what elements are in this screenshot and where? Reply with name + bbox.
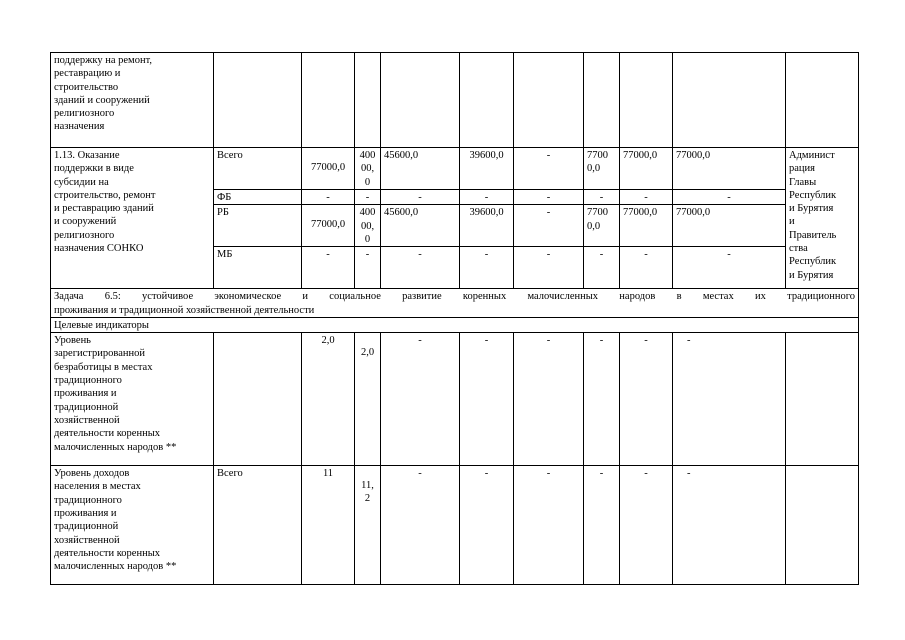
value-text: - xyxy=(687,468,691,480)
value-cell: 11 xyxy=(302,466,355,585)
value-cell: 39600,0 xyxy=(460,205,514,247)
value-cell: - xyxy=(460,333,514,466)
value-cell: - xyxy=(514,148,584,190)
value-cell: - xyxy=(673,190,786,205)
table-row xyxy=(51,333,859,466)
value-cell: - xyxy=(514,333,584,466)
value-cell: 77000,0 xyxy=(673,148,786,190)
value-cell: 77000,0 xyxy=(620,148,673,190)
value-cell: - xyxy=(584,333,620,466)
value-cell: - xyxy=(584,190,620,205)
task-line-1: Задача 6.5: устойчивое экономическое и социальное развитие коренных малочисленных народов в местах их традиционного xyxy=(54,291,855,303)
value-cell: 39600,0 xyxy=(460,148,514,190)
value-text: - xyxy=(687,335,691,347)
value-cell: - xyxy=(460,190,514,205)
value-cell: 7700 0,0 xyxy=(584,205,620,247)
value-cell: - xyxy=(673,247,786,289)
value-cell: - xyxy=(381,466,460,585)
value-cell: - xyxy=(514,205,584,247)
value-cell: 77000,0 xyxy=(302,205,355,247)
value-cell xyxy=(673,466,786,585)
value-cell: - xyxy=(514,190,584,205)
source-cell: РБ xyxy=(214,205,302,247)
value-cell: - xyxy=(381,190,460,205)
value-cell: - xyxy=(460,247,514,289)
value-cell: 77000,0 xyxy=(620,205,673,247)
value-cell: 2,0 xyxy=(302,333,355,466)
value-cell: 7700 0,0 xyxy=(584,148,620,190)
value-cell: 400 00, 0 xyxy=(355,148,381,190)
value-cell: - xyxy=(302,247,355,289)
value-cell: - xyxy=(620,247,673,289)
task-line-2: проживания и традиционной хозяйственной деятельности xyxy=(54,304,315,316)
task-heading xyxy=(51,289,859,318)
value-cell: 11, 2 xyxy=(355,466,381,585)
indicator-name-cell: Уровень зарегистрированной безработицы в местах традиционного проживания и традиционной хозяйственной деятельности коренных малочисленных народов ** xyxy=(51,333,214,466)
source-cell: Всего xyxy=(214,148,302,190)
source-cell: Всего xyxy=(214,466,302,585)
value-cell: - xyxy=(620,333,673,466)
indicators-heading: Целевые индикаторы xyxy=(51,317,859,332)
value-cell: - xyxy=(381,247,460,289)
value-cell: - xyxy=(460,466,514,585)
value-cell: 77000,0 xyxy=(673,205,786,247)
value-cell: - xyxy=(355,247,381,289)
value-cell: - xyxy=(584,466,620,585)
table-row xyxy=(51,289,859,318)
source-cell: МБ xyxy=(214,247,302,289)
value-cell: - xyxy=(620,466,673,585)
value-cell: - xyxy=(302,190,355,205)
table-row xyxy=(51,148,859,190)
indicator-name-cell: Уровень доходов населения в местах традиционного проживания и традиционной хозяйственной деятельности коренных малочисленных народов ** xyxy=(51,466,214,585)
value-cell: - xyxy=(620,190,673,205)
value-cell xyxy=(673,333,786,466)
row-name-cell: 1.13. Оказание поддержки в виде субсидии на строительство, ремонт и реставрацию зданий и сооружений религиозного назначения СОНКО xyxy=(51,148,214,289)
value-cell: - xyxy=(381,333,460,466)
value-cell: - xyxy=(514,247,584,289)
value-cell: - xyxy=(355,190,381,205)
table-row xyxy=(51,317,859,332)
table-row xyxy=(51,53,859,148)
responsible-cell: Админист рация Главы Республик и Бурятия и Правитель ства Республик и Бурятия xyxy=(786,148,859,289)
value-cell: 400 00, 0 xyxy=(355,205,381,247)
value-cell: 45600,0 xyxy=(381,205,460,247)
value-cell: 45600,0 xyxy=(381,148,460,190)
source-cell: ФБ xyxy=(214,190,302,205)
value-cell: - xyxy=(514,466,584,585)
table-row xyxy=(51,466,859,585)
row-name-cell: поддержку на ремонт, реставрацию и строительство зданий и сооружений религиозного назначения xyxy=(51,53,214,148)
document-table xyxy=(50,52,859,585)
source-cell xyxy=(214,333,302,466)
value-cell: 2,0 xyxy=(355,333,381,466)
value-cell: - xyxy=(584,247,620,289)
value-cell: 77000,0 xyxy=(302,148,355,190)
